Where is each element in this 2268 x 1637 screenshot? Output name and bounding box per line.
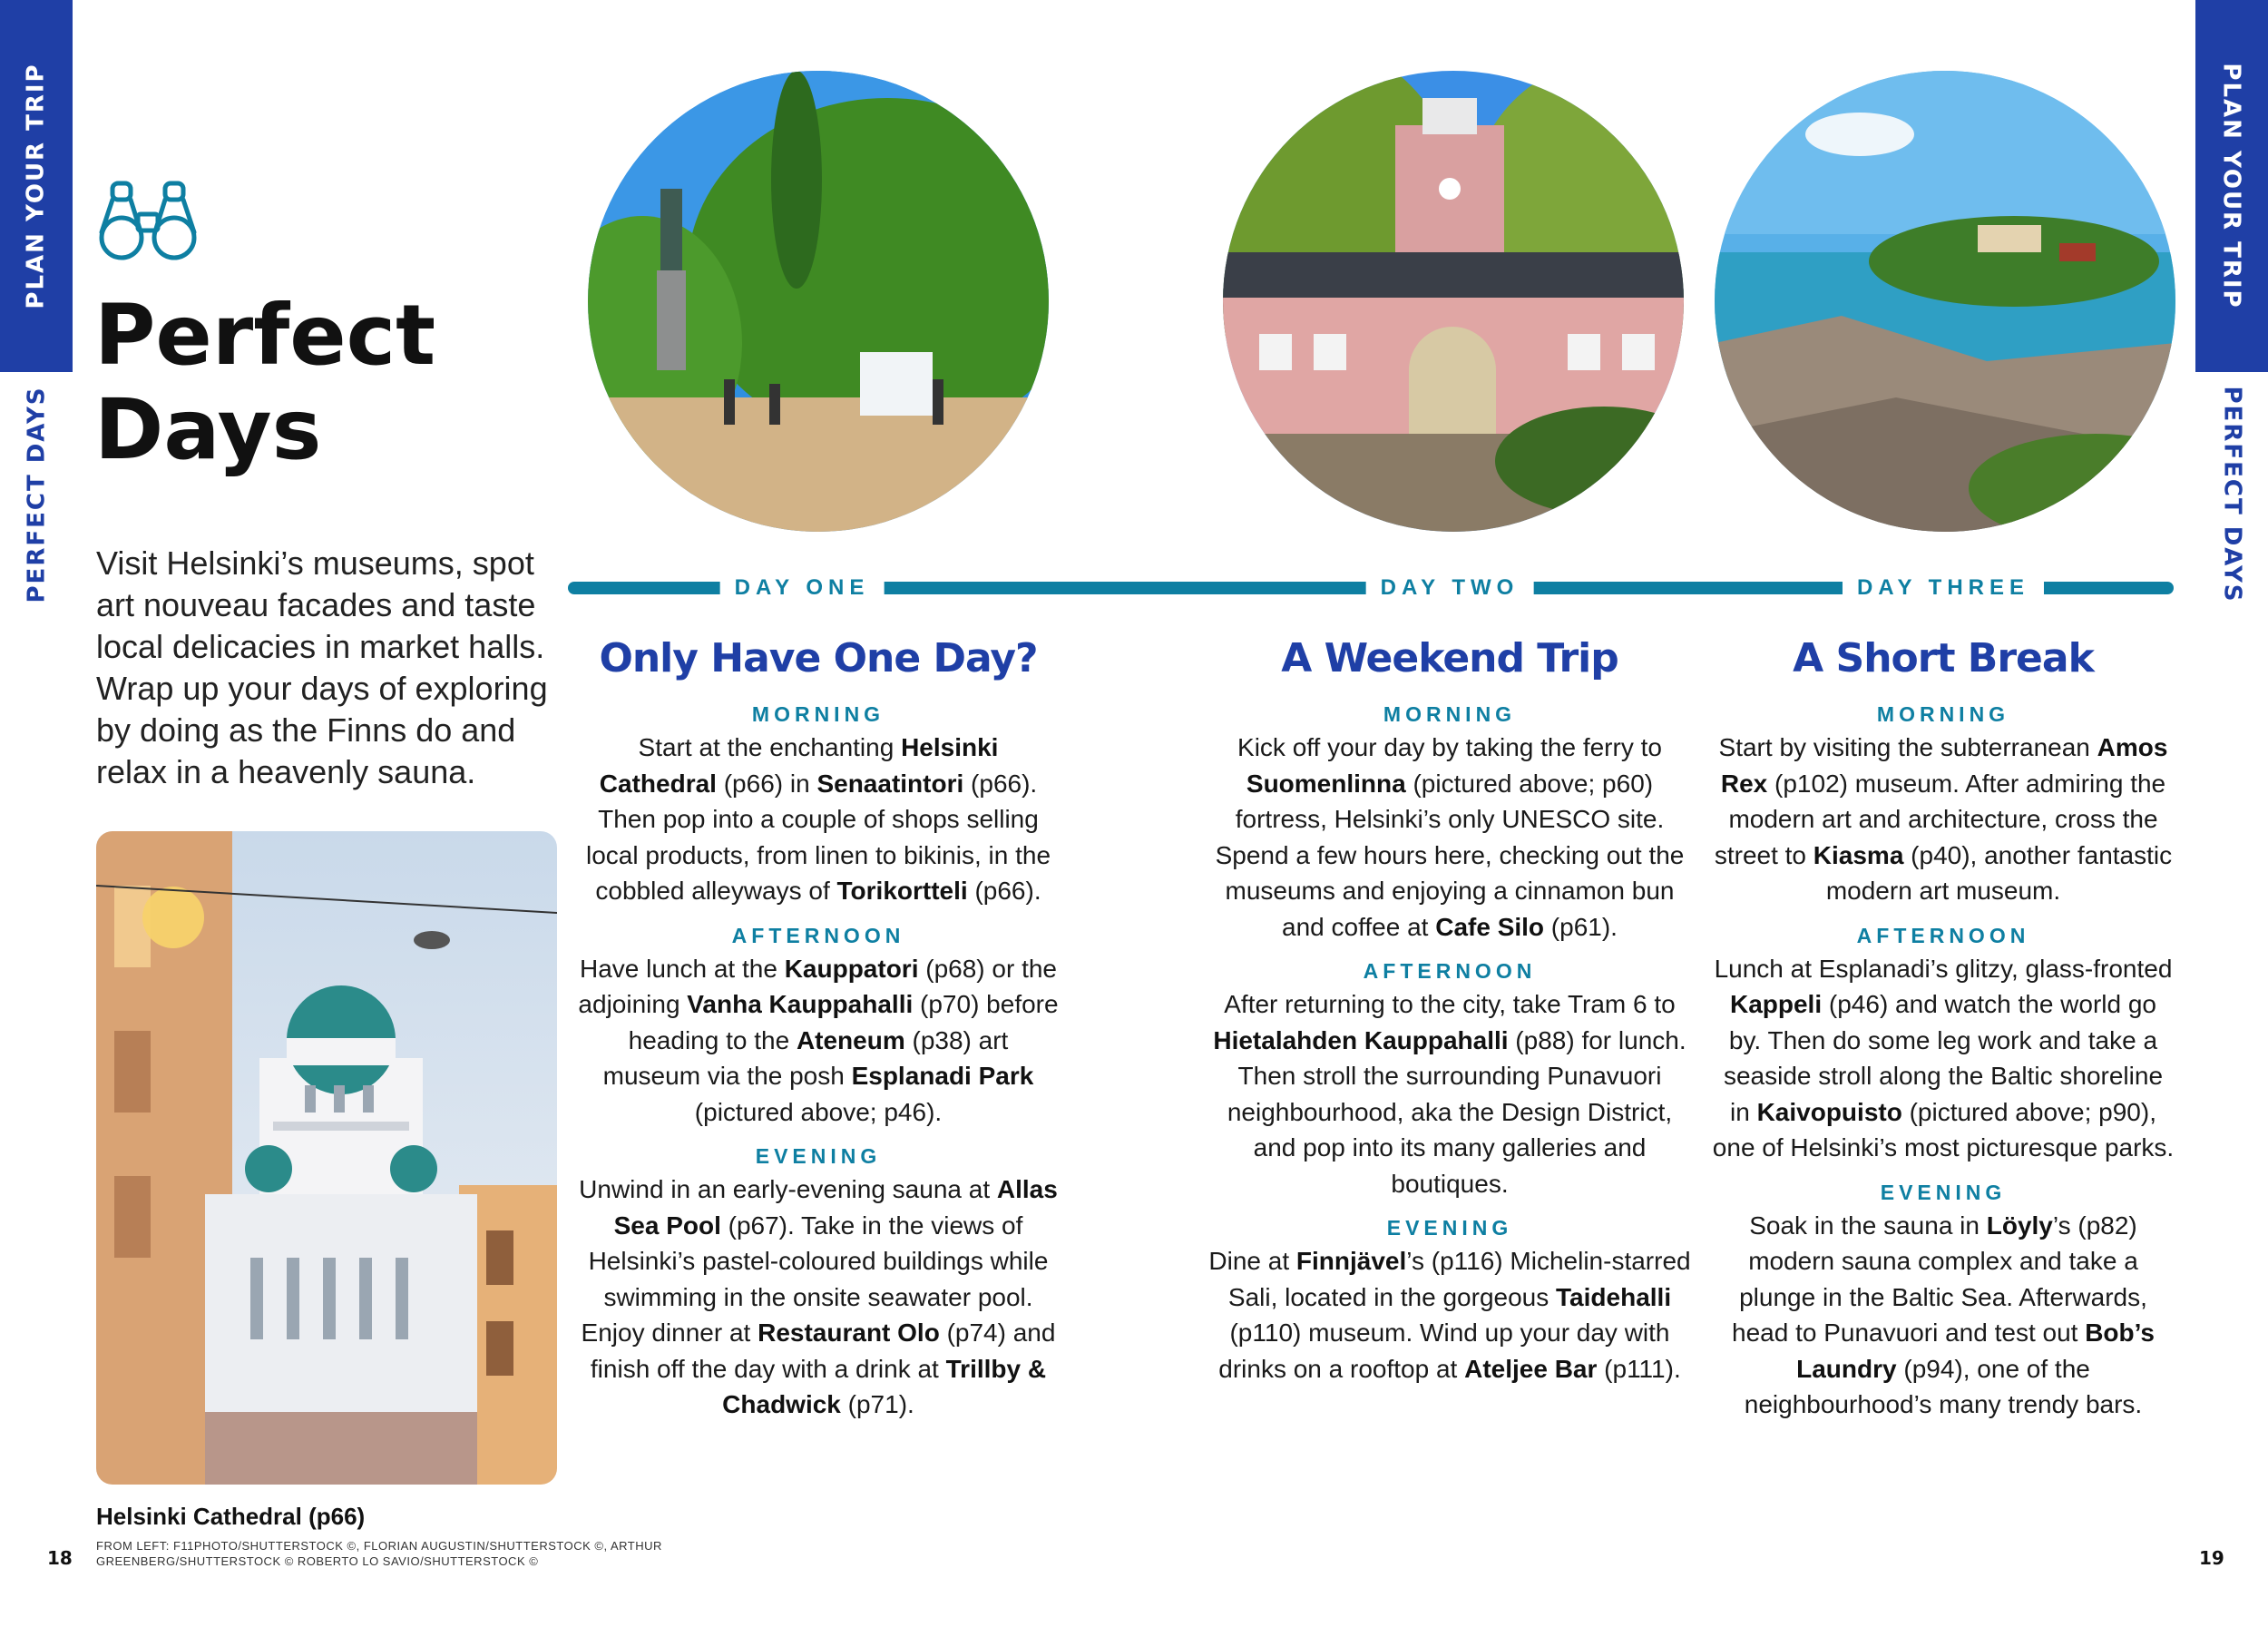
day-three-afternoon-heading: AFTERNOON [1856, 923, 2030, 947]
day-one-evening-heading: EVENING [755, 1144, 882, 1168]
binoculars-icon [94, 178, 201, 261]
day-two-evening-heading: EVENING [1386, 1216, 1513, 1240]
day-one-morning-text: Start at the enchanting Helsinki Cathedral (p66) in Senaatintori (p66). Then pop into a couple of shops selling local products, from linen to bikinis, in the cobbled alleyways of Torikortteli (p66). [585, 733, 1051, 905]
page-title: Perfect Days [94, 287, 436, 478]
day-two-title: A Weekend Trip [1281, 635, 1618, 681]
day-one-label: DAY ONE [720, 572, 885, 604]
page-number-right: 19 [2199, 1547, 2224, 1569]
photo-caption: Helsinki Cathedral (p66) [96, 1503, 366, 1530]
photo-credits: FROM LEFT: F11PHOTO/SHUTTERSTOCK ©, FLORIAN AUGUSTIN/SHUTTERSTOCK ©, ARTHUR GREENBERG/SHUTTERSTOCK © ROBERTO LO SAVIO/SHUTTERSTOCK © [96, 1539, 662, 1568]
left-chapter-tab: PLAN YOUR TRIP [0, 0, 73, 372]
day-two-morning-heading: MORNING [1383, 702, 1517, 726]
day-two-morning-text: Kick off your day by taking the ferry to Suomenlinna (pictured above; p60) fortress, Helsinki’s only UNESCO site. Spend a few hours here, checking out the museums and enjoying a cinnamon bun and coffee at Cafe Silo (p61). [1215, 733, 1685, 941]
page-number-left: 18 [47, 1547, 73, 1569]
day-two-afternoon-heading: AFTERNOON [1363, 959, 1537, 983]
day-three-morning-heading: MORNING [1876, 702, 2010, 726]
left-section-tab: PERFECT DAYS [0, 372, 73, 617]
day-three-afternoon-text: Lunch at Esplanadi’s glitzy, glass-fronted Kappeli (p46) and watch the world go by. Then do some leg work and take a seaside stroll along the Baltic shoreline in Kaivopuisto (pictured above; p90), one of Helsinki’s most picturesque parks. [1712, 954, 2175, 1162]
kaivopuisto-shoreline-photo [1715, 71, 2175, 532]
day-three-label: DAY THREE [1843, 572, 2044, 604]
helsinki-cathedral-photo [96, 831, 557, 1485]
day-one-column [577, 630, 1060, 1436]
day-two-label: DAY TWO [1366, 572, 1534, 604]
day-one-afternoon-text: Have lunch at the Kauppatori (p68) or the adjoining Vanha Kauppahalli (p70) before heading to the Ateneum (p38) art museum via the posh Esplanadi Park (pictured above; p46). [578, 954, 1059, 1126]
day-three-evening-text: Soak in the sauna in Löyly’s (p82) modern sauna complex and take a plunge in the Baltic Sea. Afterwards, head to Punavuori and test out Bob’s Laundry (p94), one of the neighbourhood’s many trendy bars. [1732, 1211, 2155, 1418]
day-one-title: Only Have One Day? [599, 635, 1038, 681]
day-three-title: A Short Break [1793, 635, 2094, 681]
day-two-afternoon-text: After returning to the city, take Tram 6 to Hietalahden Kauppahalli (p88) for lunch. Then stroll the surrounding Punavuori neighbourhood, aka the Design District, and pop into its many galleries and boutiques. [1213, 990, 1686, 1198]
day-two-column [1207, 630, 1693, 1399]
day-two-evening-text: Dine at Finnjävel’s (p116) Michelin-starred Sali, located in the gorgeous Taidehalli (p110) museum. Wind up your day with drinks on a rooftop at Ateljee Bar (p111). [1208, 1247, 1691, 1383]
day-one-afternoon-heading: AFTERNOON [731, 923, 905, 947]
day-three-evening-heading: EVENING [1880, 1180, 2007, 1204]
day-one-morning-heading: MORNING [751, 702, 885, 726]
esplanadi-park-photo [588, 71, 1049, 532]
intro-paragraph: Visit Helsinki’s museums, spot art nouveau facades and taste local delicacies in market halls. Wrap up your days of exploring by doing as the Finns do and relax in a heavenly sauna. [96, 544, 548, 790]
right-section-tab: PERFECT DAYS [2195, 372, 2268, 617]
day-one-evening-text: Unwind in an early-evening sauna at Allas Sea Pool (p67). Take in the views of Helsinki’s pastel-coloured buildings while swimming in the onsite seawater pool. Enjoy dinner at Restaurant Olo (p74) and finish off the day with a drink at Trillby & Chadwick (p71). [579, 1175, 1058, 1418]
suomenlinna-fortress-photo [1223, 71, 1684, 532]
day-three-column [1711, 630, 2175, 1436]
day-three-morning-text: Start by visiting the subterranean Amos Rex (p102) museum. After admiring the modern art and architecture, cross the street to Kiasma (p40), another fantastic modern art museum. [1714, 733, 2173, 905]
right-chapter-tab: PLAN YOUR TRIP [2195, 0, 2268, 372]
